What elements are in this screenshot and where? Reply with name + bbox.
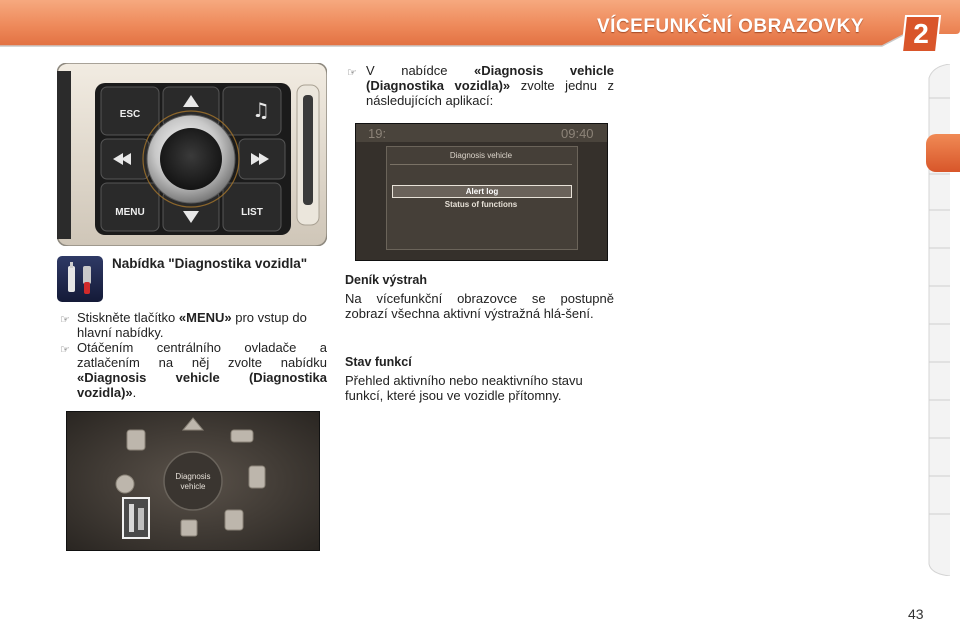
diagnosis-screen-screenshot [355,123,608,261]
bullet-select-text-pre: V nabídce [366,63,475,78]
bullet-icon: ☞ [60,344,70,356]
page-number: 43 [908,606,924,622]
wheel-center-line1: Diagnosis [175,472,211,481]
screen-item-status-functions[interactable]: Status of functions [444,200,518,209]
status-functions-description: Přehled aktivního nebo neaktivního stavu funkcí, které jsou ve vozidle přítomny. [345,373,583,403]
alert-log-description: Na vícefunkční obrazovce se postupně zobrazí všechna aktivní výstražná hlá-šení. [345,291,614,321]
bullet-menu-text-pre: Stiskněte tlačítko [77,310,179,325]
bullet-menu-instruction [77,310,327,340]
diagnosis-keyword: «Diagnosis vehicle (Diagnostika vozidla)» [366,63,614,93]
screen-menu-title: Diagnosis vehicle [449,151,513,160]
diagnostics-icon [57,256,103,302]
bullet-rotate-text-post: . [132,385,137,400]
page-title: VÍCEFUNKČNÍ OBRAZOVKY [596,16,864,37]
bullet-icon: ☞ [347,67,357,79]
control-panel-photo [57,63,327,246]
svg-text:♫: ♫ [252,98,270,122]
bullet-select-application [366,63,614,108]
alert-log-heading: Deník výstrah [345,273,427,287]
bullet-rotate-text-pre: Otáčením centrálního ovladače a zatlačením na něj zvolte nabídku [77,340,327,370]
chapter-tab-active[interactable] [926,134,960,172]
bullet-select-text-post: zvolte jednu z následujících aplikací: [366,78,615,108]
status-time-left: 19: [368,126,387,141]
section-heading: Nabídka "Diagnostika vozidla" [112,256,308,271]
bullet-rotate-instruction [77,340,327,400]
status-functions-heading: Stav funkcí [345,355,412,369]
diagnosis-keyword: «Diagnosis vehicle (Diagnostika vozidla)» [77,370,327,400]
status-time-right: 09:40 [561,126,594,141]
wheel-center-line2: vehicle [180,482,206,491]
bullet-icon: ☞ [60,314,70,326]
chapter-number: 2 [913,18,929,49]
menu-button-label[interactable]: MENU [115,207,145,218]
screen-item-alert-log[interactable]: Alert log [392,185,572,198]
menu-keyword: «MENU» [178,310,232,325]
bullet-menu-text-post: pro vstup do hlavní nabídky. [77,310,307,340]
esc-button-label[interactable]: ESC [119,109,141,120]
list-button-label[interactable]: LIST [241,207,263,218]
menu-wheel-screenshot [66,411,320,551]
